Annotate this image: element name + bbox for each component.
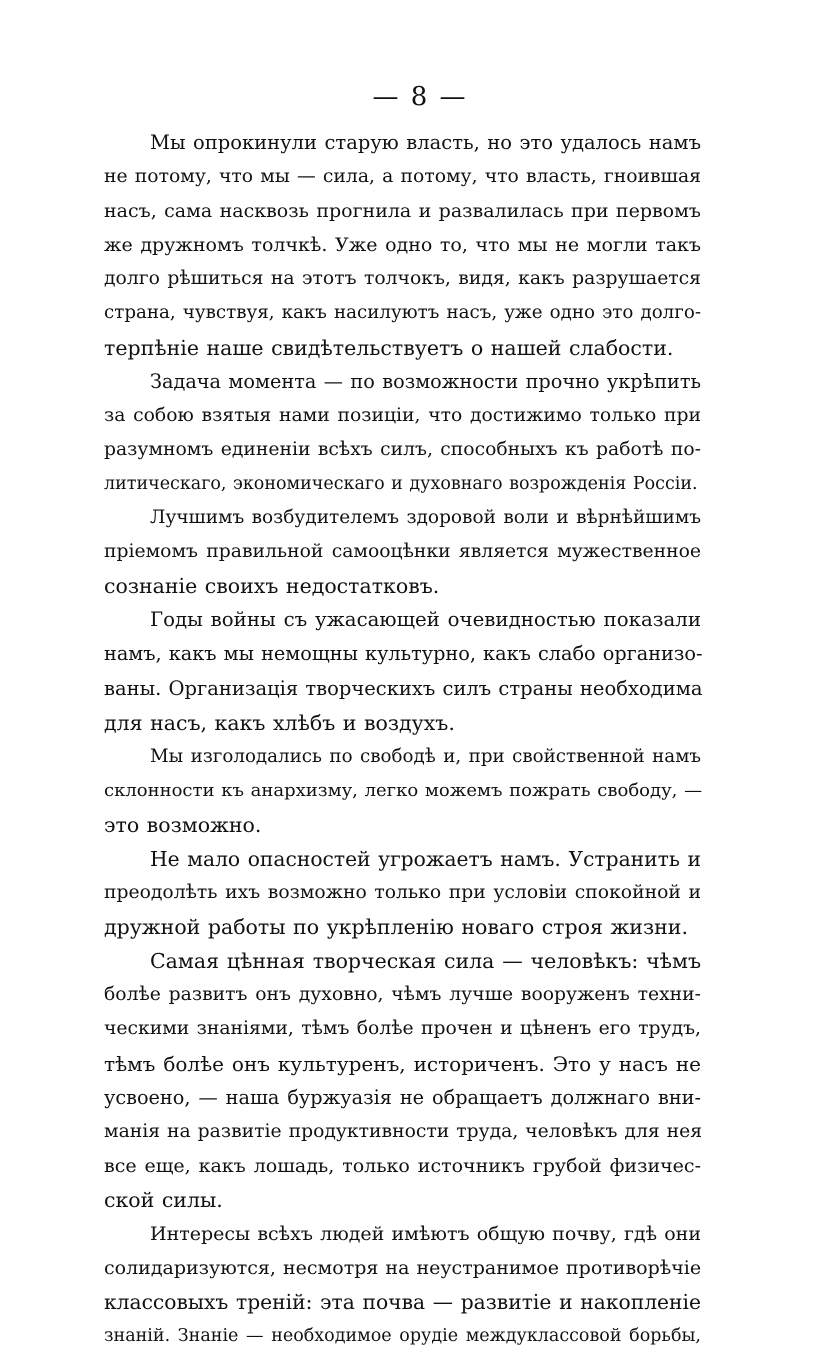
text-line: Мы опрокинули старую власть, но это удалось намъ	[150, 131, 701, 154]
text-line: насъ, сама насквозь прогнила и развалилась при первомъ	[104, 200, 701, 223]
text-line: Не мало опасностей угрожаетъ намъ. Устранить и	[150, 846, 701, 871]
text-line: тѣмъ болѣе онъ культуренъ, историченъ. Это у насъ не	[104, 1051, 701, 1076]
text-line: же дружномъ толчкѣ. Уже одно то, что мы не могли такъ	[104, 234, 701, 257]
text-line: Годы войны съ ужасающей очевидностью показали	[150, 608, 701, 632]
text-line: страна, чувствуя, какъ насилуютъ насъ, уже одно это долго-	[104, 302, 701, 324]
text-line: ческими знаніями, тѣмъ болѣе прочен и цѣненъ его трудъ,	[104, 1018, 701, 1040]
text-line: классовыхъ треній: эта почва — развитіе и накопленіе	[104, 1290, 701, 1315]
text-line: разумномъ единеніи всѣхъ силъ, способныхъ къ работѣ по-	[104, 438, 701, 460]
text-line: Лучшимъ возбудителемъ здоровой воли и вѣрнѣйшимъ	[150, 507, 701, 529]
text-line: ской силы.	[104, 1187, 223, 1212]
text-line: Интересы всѣхъ людей имѣютъ общую почву, гдѣ они	[150, 1223, 701, 1245]
text-line: не потому, что мы — сила, а потому, что власть, гноившая	[104, 166, 701, 188]
text-line: Мы изголодались по свободѣ и, при свойственной намъ	[150, 745, 701, 767]
text-line: солидаризуются, несмотря на неустранимое противорѣчіе	[104, 1257, 702, 1280]
text-line: склонности къ анархизму, легко можемъ пожрать свободу, —	[104, 779, 703, 801]
text-line: манія на развитіе продуктивности труда, человѣкъ для нея	[104, 1120, 703, 1142]
text-line: за собою взятыя нами позиціи, что достижимо только при	[104, 404, 701, 426]
text-line: сознаніе своихъ недостатковъ.	[104, 574, 440, 599]
text-line: знаній. Знаніе — необходимое орудіе междуклассовой борьбы,	[104, 1326, 701, 1347]
text-line: пріемомъ правильной самооцѣнки является мужественное	[104, 541, 701, 563]
text-line: это возможно.	[104, 812, 262, 837]
text-line: Задача момента — по возможности прочно укрѣпить	[150, 369, 701, 393]
text-line: дружной работы по укрѣпленію новаго строя жизни.	[104, 915, 688, 940]
text-line: долго рѣшиться на этотъ толчокъ, видя, какъ разрушается	[104, 268, 701, 290]
text-line: терпѣніе наше свидѣтельствуетъ о нашей слабости.	[104, 335, 674, 360]
text-line: для насъ, какъ хлѣбъ и воздухъ.	[104, 710, 455, 735]
text-line: все еще, какъ лошадь, только источникъ грубой физичес-	[104, 1154, 701, 1177]
text-line: намъ, какъ мы немощны культурно, какъ слабо организо-	[104, 642, 703, 666]
text-line: усвоено, — наша буржуазія не обращаетъ должнаго вни-	[104, 1085, 701, 1109]
text-line: литическаго, экономическаго и духовнаго возрожденія Россіи.	[104, 473, 698, 494]
text-line: ваны. Организація творческихъ силъ страны необходима	[104, 676, 703, 700]
text-line: Самая цѣнная творческая сила — человѣкъ: чѣмъ	[150, 949, 701, 974]
text-line: преодолѣть ихъ возможно только при условіи спокойной и	[104, 882, 701, 904]
page-number: — 8 —	[372, 82, 468, 112]
text-line: болѣе развитъ онъ духовно, чѣмъ лучше вооруженъ техни-	[104, 984, 701, 1006]
body-text	[104, 126, 701, 1353]
